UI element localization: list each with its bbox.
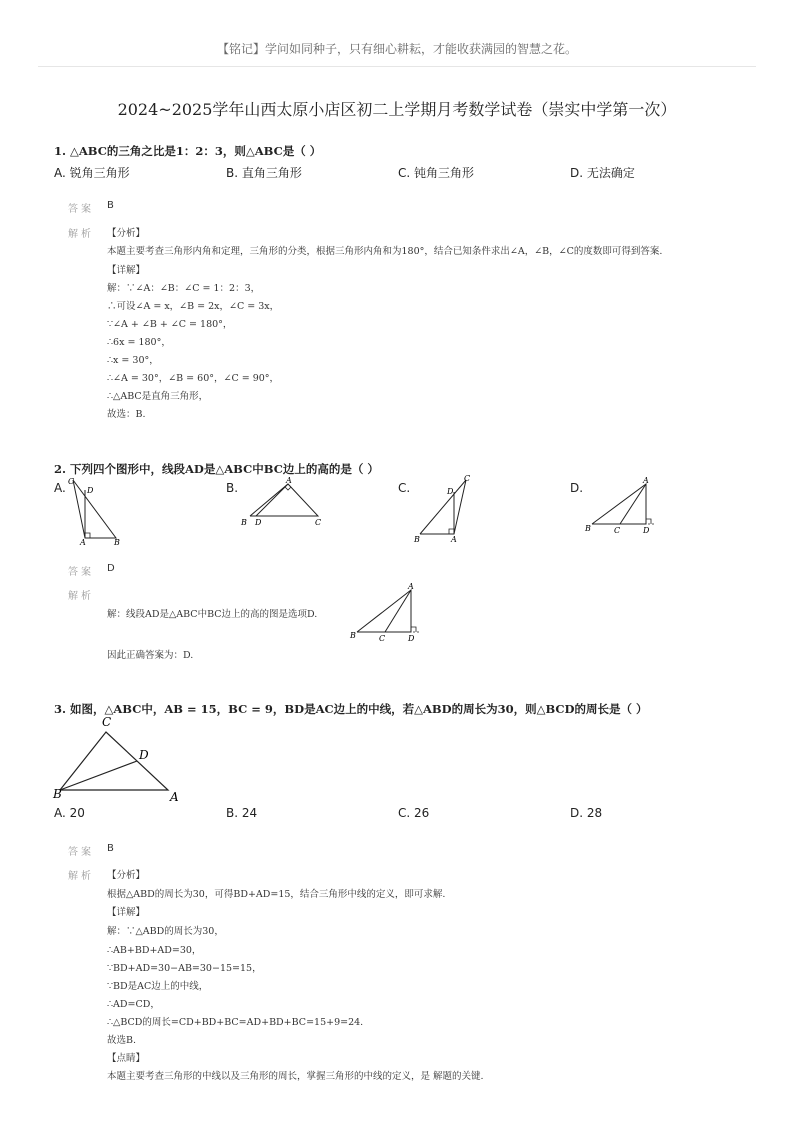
figb-label-d: D [255, 518, 262, 527]
figc-label-c: C [464, 474, 471, 483]
figb-label-c: C [315, 518, 322, 527]
q3-tag-fenxi: 【分析】 [107, 870, 146, 881]
q1-step-4: ∴6x = 180°， [107, 337, 171, 348]
q2-figure-a [60, 474, 130, 546]
q3fig-label-d: D [139, 748, 149, 762]
q3-step-5: ∴AD=CD， [107, 999, 160, 1010]
q2-figure-d [580, 474, 662, 538]
q1-answer-value: B [107, 200, 114, 211]
figd-label-d: D [643, 526, 650, 535]
q1-fenxi-text: 本题主要考查三角形内角和定理，三角形的分类，根据三角形内角和为180°，结合已知条件求出∠A，∠B，∠C的度数即可得到答案. [107, 246, 663, 257]
q2-answer-label: 答案 [68, 567, 94, 578]
figc-label-b: B [414, 535, 420, 544]
figb-label-a: A [286, 476, 292, 485]
q3-analysis-label: 解析 [68, 871, 94, 882]
q3-fenxi-text: 根据△ABD的周长为30，可得BD+AD=15，结合三角形中线的定义，即可求解. [107, 889, 446, 900]
q1-option-c: C. 钝角三角形 [398, 166, 475, 180]
q3-step-1: 解：∵△ABD的周长为30， [107, 926, 224, 937]
q3-answer-label: 答案 [68, 847, 94, 858]
q2-figure-b [238, 474, 330, 530]
q2-option-c: C. [398, 481, 411, 495]
figa-label-a: A [80, 538, 86, 546]
q2-conclusion: 因此正确答案为：D. [107, 650, 194, 661]
solfig-label-a: A [408, 582, 414, 591]
q3-answer-value: B [107, 843, 114, 854]
q3-step-7: 故选B. [107, 1035, 137, 1046]
figa-label-d: D [87, 486, 94, 495]
q2-solution-text: 解：线段AD是△ABC中BC边上的高的图是选项D. [107, 609, 318, 620]
q3-figure [50, 714, 190, 806]
q2-option-a: A. [54, 481, 66, 495]
q3-option-c: C. 26 [398, 806, 430, 820]
q1-step-2: ∴可设∠A = x，∠B = 2x，∠C = 3x， [107, 301, 280, 312]
q2-answer-value: D [107, 563, 115, 574]
q2-solution-figure [345, 580, 427, 644]
solfig-label-b: B [350, 631, 356, 640]
q1-answer-label: 答案 [68, 204, 94, 215]
figa-label-b: B [114, 538, 120, 546]
q1-step-3: ∵∠A + ∠B + ∠C = 180°， [107, 319, 233, 330]
q3-step-2: ∴AB+BD+AD=30， [107, 945, 202, 956]
q1-option-d: D. 无法确定 [570, 166, 635, 180]
q3-step-4: ∵BD是AC边上的中线， [107, 981, 209, 992]
q1-step-7: ∴△ABC是直角三角形， [107, 391, 209, 402]
q3-dianjing-text: 本题主要考查三角形的中线以及三角形的周长，掌握三角形的中线的定义，是 解题的关键. [107, 1071, 484, 1082]
q3-option-d: D. 28 [570, 806, 603, 820]
q2-figure-c [410, 472, 476, 546]
q3-tag-xiangjie: 【详解】 [107, 907, 146, 918]
q2-option-b: B. [226, 481, 239, 495]
q2-analysis-label: 解析 [68, 591, 94, 602]
q1-step-1: 解：∵∠A：∠B：∠C = 1：2：3， [107, 283, 261, 294]
q1-step-5: ∴x = 30°， [107, 355, 159, 366]
figa-label-c: C [68, 477, 75, 486]
header-divider [38, 66, 756, 67]
figc-label-d: D [447, 487, 454, 496]
solfig-label-d: D [408, 634, 415, 643]
q3-step-6: ∴△BCD的周长=CD+BD+BC=AD+BD+BC=15+9=24. [107, 1017, 364, 1028]
q1-option-a: A. 锐角三角形 [54, 166, 130, 180]
q1-analysis-label: 解析 [68, 229, 94, 240]
figb-label-b: B [241, 518, 247, 527]
q3-stem: 3. 如图，△ABC中，AB = 15，BC = 9，BD是AC边上的中线，若△ABD的周长为30，则△BCD的周长是（ ） [54, 702, 648, 716]
page-title: 2024~2025学年山西太原小店区初二上学期月考数学试卷（崇实中学第一次） [117, 100, 677, 119]
header-motto: 【铭记】学问如同种子，只有细心耕耘，才能收获满园的智慧之花。 [216, 42, 577, 56]
figd-label-a: A [643, 476, 649, 485]
q3fig-label-a: A [170, 790, 179, 804]
q3fig-label-b: B [53, 787, 62, 801]
q1-step-6: ∴∠A = 30°，∠B = 60°，∠C = 90°， [107, 373, 280, 384]
q3-option-b: B. 24 [226, 806, 258, 820]
q1-option-b: B. 直角三角形 [226, 166, 302, 180]
q1-tag-xiangjie: 【详解】 [107, 265, 146, 276]
q3-option-a: A. 20 [54, 806, 85, 820]
q1-stem: 1. △ABC的三角之比是1：2：3，则△ABC是（ ） [54, 144, 322, 158]
q2-option-d: D. [570, 481, 584, 495]
solfig-label-c: C [379, 634, 386, 643]
q3-tag-dianjing: 【点睛】 [107, 1053, 146, 1064]
q1-tag-fenxi: 【分析】 [107, 228, 146, 239]
q3-step-3: ∵BD+AD=30−AB=30−15=15， [107, 963, 262, 974]
figc-label-a: A [451, 535, 457, 544]
q3fig-label-c: C [102, 715, 112, 729]
q2-stem: 2. 下列四个图形中，线段AD是△ABC中BC边上的高的是（ ） [54, 462, 379, 476]
figd-label-c: C [614, 526, 621, 535]
figd-label-b: B [585, 524, 591, 533]
q1-step-8: 故选：B. [107, 409, 146, 420]
